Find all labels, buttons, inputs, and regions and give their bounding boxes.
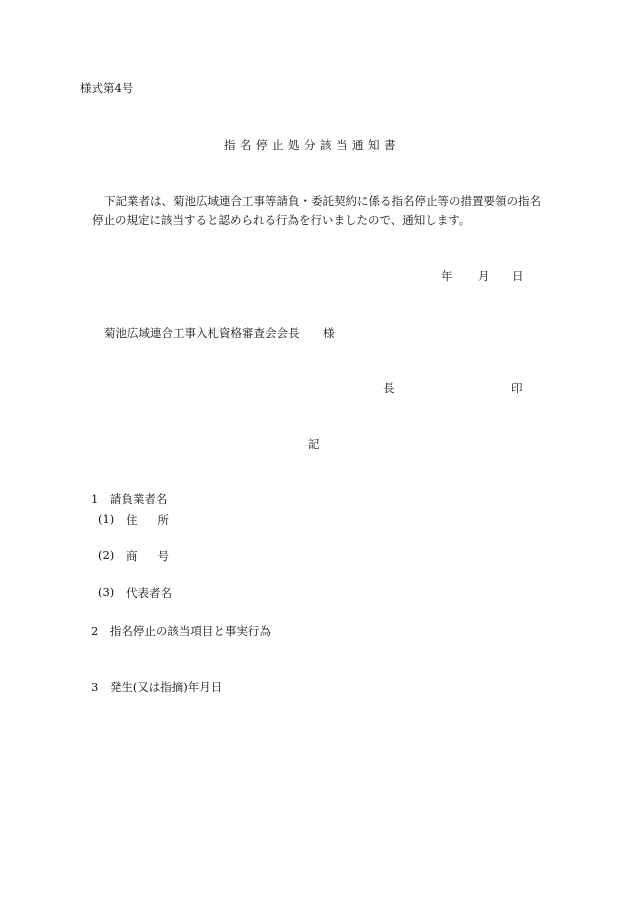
body-paragraph-line-1: 下記業者は、菊池広域連合工事等請負・委託契約に係る指名停止等の措置要領の指名 [104, 194, 541, 208]
sender-title: 長 [383, 381, 395, 395]
item-3-occurrence-date: 3 発生(又は指摘)年月日 [91, 680, 223, 694]
seal-mark: 印 [511, 381, 523, 395]
sub-item-3-number: (3) [98, 585, 115, 599]
document-title: 指名停止処分該当通知書 [224, 138, 400, 152]
date-year-label: 年 [441, 269, 453, 283]
recipient-name: 菊池広域連合工事入札資格審査会会長 [104, 326, 300, 340]
sub-item-3-representative-label: 代表者名 [126, 586, 172, 600]
date-month-label: 月 [478, 269, 490, 283]
item-2-suspension-facts: 2 指名停止の該当項目と事実行為 [91, 624, 271, 638]
body-paragraph-line-2: 停止の規定に該当すると認められる行為を行いましたので、通知します。 [92, 213, 471, 227]
form-number: 様式第4号 [80, 81, 134, 95]
item-1-contractor-name: 1 請負業者名 [91, 492, 168, 506]
sub-item-1-number: (1) [98, 512, 115, 526]
ki-heading: 記 [308, 437, 320, 451]
sub-item-2-trade-name-label: 商号 [126, 549, 189, 563]
recipient-honorific: 様 [323, 326, 335, 340]
sub-item-1-address-label: 住所 [126, 513, 189, 527]
sub-item-2-number: (2) [98, 548, 115, 562]
date-day-label: 日 [512, 269, 524, 283]
